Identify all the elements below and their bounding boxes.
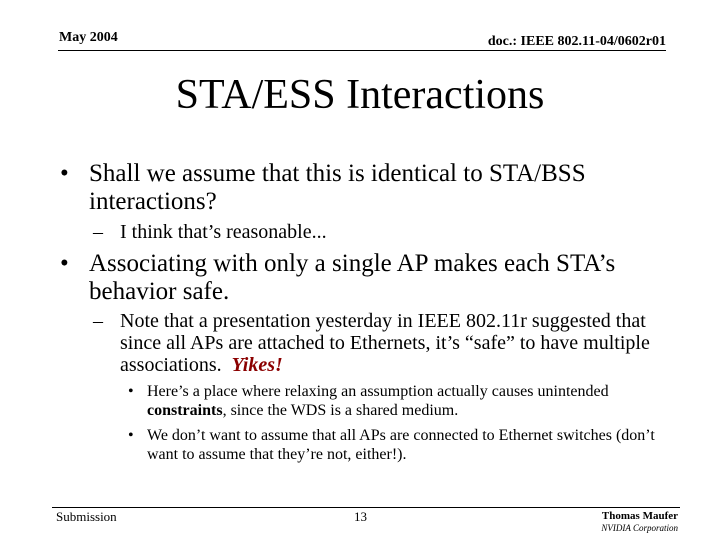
footer-company: NVIDIA Corporation	[601, 523, 678, 533]
bullet-1	[60, 160, 680, 216]
sub-bullet-text-wrapper	[120, 310, 673, 376]
sub-sub-bullet-text-after: , since the WDS is a shared medium.	[222, 402, 459, 419]
sub-sub-bullet-text-before: Here’s a place where relaxing an assumption actually causes unintended	[147, 383, 609, 400]
sub-sub-bullet-1	[128, 382, 688, 420]
footer-rule	[52, 507, 680, 508]
page-number: 13	[354, 509, 367, 524]
header-doc-id: doc.: IEEE 802.11-04/0602r01	[487, 34, 666, 49]
bullet-marker: •	[60, 160, 69, 187]
bullet-text: Shall we assume that this is identical to STA/BSS interactions?	[89, 160, 586, 215]
sub-bullet-2-1	[93, 310, 673, 376]
sub-sub-bullet-2	[128, 426, 688, 464]
header-date: May 2004	[59, 30, 118, 45]
sub-sub-bullet-marker: •	[128, 427, 134, 444]
sub-bullet-marker: –	[93, 310, 103, 332]
sub-bullet-text: Note that a presentation yesterday in IEEE 802.11r suggested that since all APs are attached to Ethernets, it’s “safe” to have multiple associations.	[120, 310, 650, 376]
sub-bullet-1-1	[93, 221, 673, 243]
sub-sub-bullet-text-wrapper	[147, 382, 688, 420]
bold-constraints: constraints	[147, 402, 223, 419]
bullet-text: Associating with only a single AP makes each STA’s behavior safe.	[89, 250, 616, 305]
sub-sub-bullet-marker: •	[128, 383, 134, 400]
sub-bullet-marker: –	[93, 221, 103, 243]
sub-sub-bullet-text: We don’t want to assume that all APs are connected to Ethernet switches (don’t want to assume that they’re not, either!).	[147, 427, 655, 463]
emphasis-text: Yikes!	[231, 354, 283, 376]
bullet-2	[60, 250, 680, 306]
header-rule	[58, 50, 666, 51]
slide-title: STA/ESS Interactions	[175, 72, 545, 118]
bullet-marker: •	[60, 250, 69, 277]
footer-author: Thomas Maufer	[601, 510, 678, 522]
footer-submission: Submission	[56, 509, 117, 524]
sub-bullet-text: I think that’s reasonable...	[120, 221, 327, 243]
